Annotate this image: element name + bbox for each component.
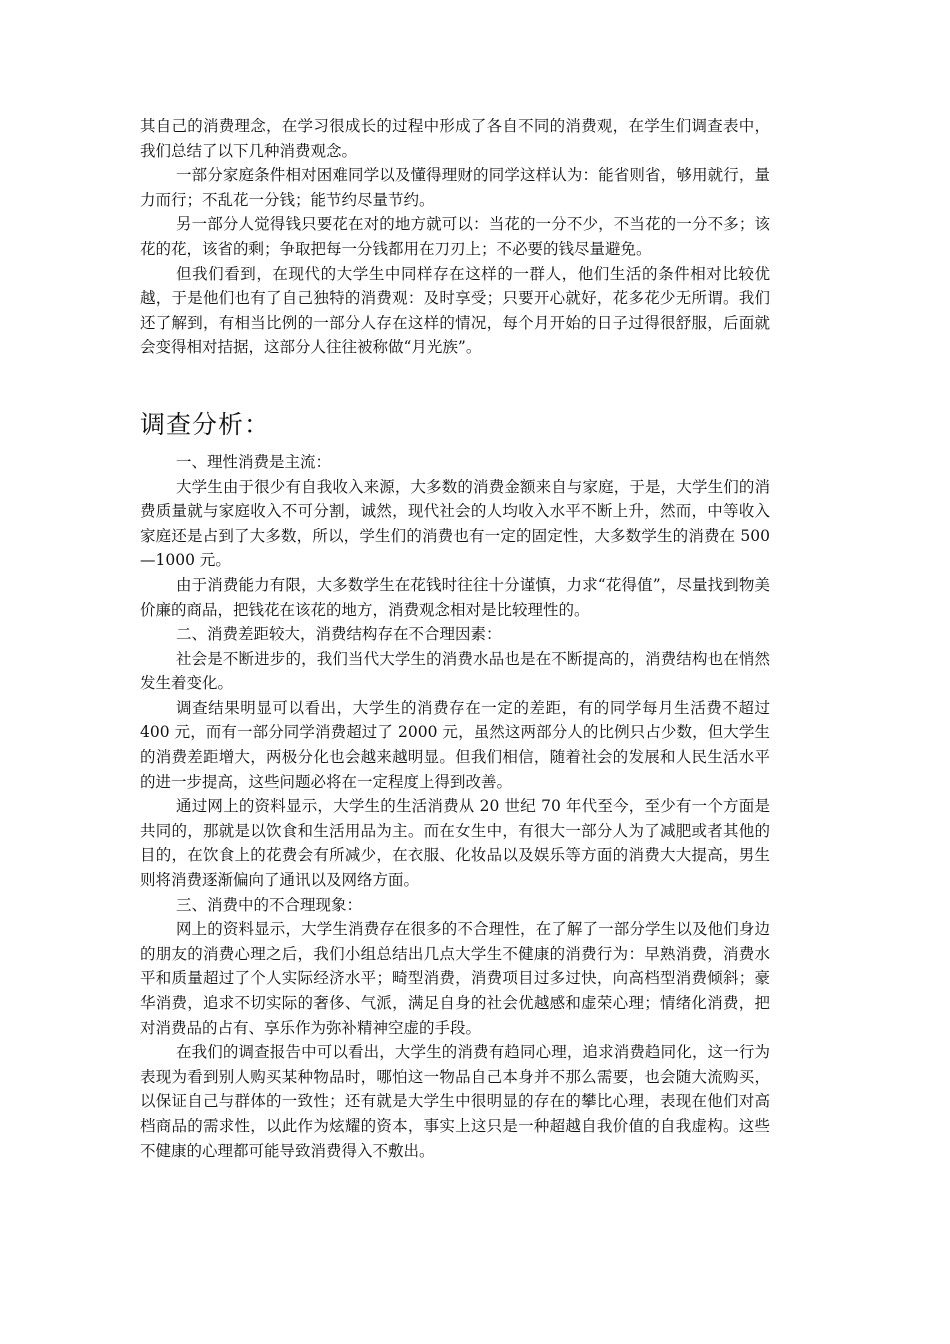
analysis-paragraph-social-progress: 社会是不断进步的，我们当代大学生的消费水品也是在不断提高的，消费结构也在悄然发生着变化。 (140, 649, 770, 693)
intro-paragraph-4: 但我们看到，在现代的大学生中同样存在这样的一群人，他们生活的条件相对比较优越，于是他们也有了自己独特的消费观：及时享受；只要开心就好，花多花少无所谓。我们还了解到，有相当比例的一部分人存在这样的情况，每个月开始的日子过得很舒服，后面就会变得相对拮据，这部分人往往被称做“月光族”。 (140, 264, 770, 357)
intro-paragraph-2: 一部分家庭条件相对困难同学以及懂得理财的同学这样认为：能省则省，够用就行，量力而行；不乱花一分钱；能节约尽量节约。 (140, 166, 770, 209)
subheading-unreasonable-phenomena: 三、消费中的不合理现象： (176, 895, 363, 914)
subheading-rational-consumption: 一、理性消费是主流： (176, 452, 332, 471)
document-body (140, 114, 770, 1163)
analysis-paragraph-limited-spending: 由于消费能力有限，大多数学生在花钱时往往十分谨慎，力求“花得值”，尽量找到物美价廉的商品，把钱花在该花的地方，消费观念相对是比较理性的。 (140, 575, 770, 619)
analysis-paragraph-online-data: 通过网上的资料显示，大学生的生活消费从 20 世纪 70 年代至今，至少有一个方面是共同的，那就是以饮食和生活用品为主。而在女生中，有很大一部分人为了减肥或者其他的目的，在饮食上的花费会有所减少，在衣服、化妆品以及娱乐等方面的消费大大提高，男生则将消费逐渐偏向了通讯以及网络方面。 (140, 797, 770, 890)
intro-paragraph-3: 另一部分人觉得钱只要花在对的地方就可以：当花的一分不少，不当花的一分不多；该花的花，该省的剩；争取把每一分钱都用在刀刃上；不必要的钱尽量避免。 (140, 215, 770, 258)
heading-spacer (140, 442, 770, 450)
subheading-consumption-gap: 二、消费差距较大，消费结构存在不合理因素： (176, 625, 502, 644)
analysis-paragraph-survey-results: 调查结果明显可以看出，大学生的消费存在一定的差距，有的同学每月生活费不超过 400 元，而有一部分同学消费超过了 2000 元，虽然这两部分人的比例只占少数，但大学生的消费差距增大，两极分化也会越来越明显。但我们相信，随着社会的发展和人民生活水平的进一步提高，这些问题必将在一定程度上得到改善。 (140, 698, 770, 791)
section-heading-analysis: 调查分析： (140, 409, 271, 439)
analysis-paragraph-income-source: 大学生由于很少有自我收入来源，大多数的消费金额来自与家庭，于是，大学生们的消费质量就与家庭收入不可分割，诚然，现代社会的人均收入水平不断上升，然而，中等收入家庭还是占到了大多数，所以，学生们的消费也有一定的固定性，大多数学生的消费在 500—1000 元。 (140, 477, 770, 570)
analysis-paragraph-unhealthy-behaviors: 网上的资料显示，大学生消费存在很多的不合理性，在了解了一部分学生以及他们身边的朋友的消费心理之后，我们小组总结出几点大学生不健康的消费行为：早熟消费，消费水平和质量超过了个人实际经济水平；畸型消费，消费项目过多过快，向高档型消费倾斜；豪华消费，追求不切实际的奢侈、气派，满足自身的社会优越感和虚荣心理；情绪化消费，把对消费品的占有、享乐作为弥补精神空虚的手段。 (140, 920, 770, 1037)
intro-paragraph-1: 其自己的消费理念，在学习很成长的过程中形成了各自不同的消费观，在学生们调查表中，我们总结了以下几种消费观念。 (140, 117, 770, 160)
section-spacer (140, 360, 770, 408)
analysis-paragraph-conformity: 在我们的调查报告中可以看出，大学生的消费有趋同心理，追求消费趋同化，这一行为表现为看到别人购买某种物品时，哪怕这一物品自己本身并不那么需要，也会随大流购买，以保证自己与群体的一致性；还有就是大学生中很明显的存在的攀比心理，表现在他们对高档商品的需求性，以此作为炫耀的资本，事实上这只是一种超越自我价值的自我虚构。这些不健康的心理都可能导致消费得入不敷出。 (140, 1043, 770, 1160)
